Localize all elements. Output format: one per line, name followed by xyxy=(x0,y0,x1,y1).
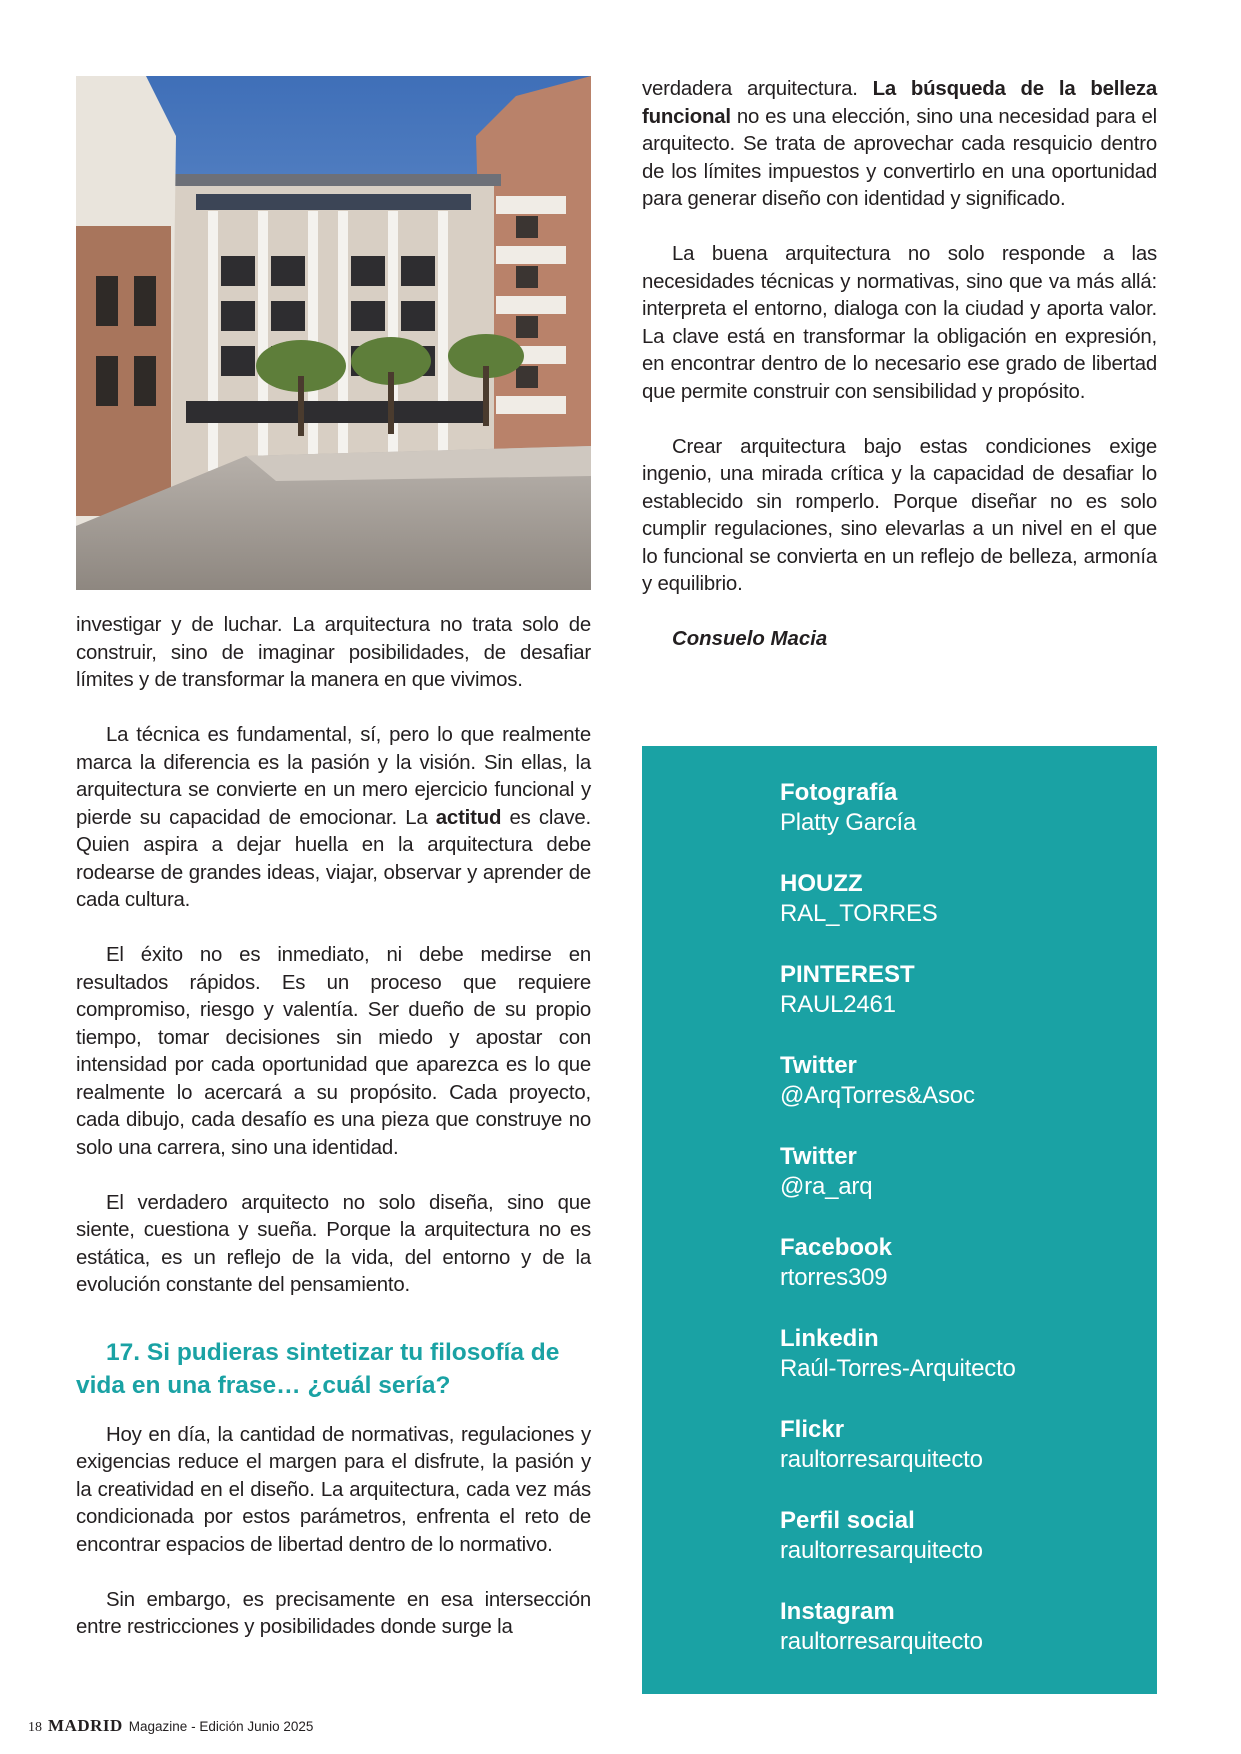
info-entry xyxy=(780,1506,1016,1597)
info-entry xyxy=(780,1324,1016,1415)
info-value: @ArqTorres&Asoc xyxy=(780,1082,975,1109)
left-article-text xyxy=(76,612,591,1642)
info-label: Instagram xyxy=(780,1598,895,1625)
info-value: Platty García xyxy=(780,809,917,836)
info-value: RAUL2461 xyxy=(780,991,896,1018)
info-label: Twitter xyxy=(780,1143,857,1170)
left-paragraph-3: El éxito no es inmediato, ni debe medirse en resultados rápidos. Es un proceso que requiere compromiso, riesgo y valentía. Ser dueño de su propio tiempo, tomar decisiones sin miedo y apostar con intensidad por cada oportunidad que aparezca es lo que realmente lo acercará a su propósito. Cada proyecto, cada dibujo, cada desafío es una pieza que construye no solo una carrera, sino una identidad. xyxy=(76,944,591,1159)
info-entry xyxy=(780,1597,1016,1688)
info-label: Facebook xyxy=(780,1234,893,1261)
info-label: Perfil social xyxy=(780,1507,915,1534)
right-paragraph-1-bold: La búsqueda de la belleza funcional xyxy=(642,78,1157,128)
info-entry xyxy=(780,960,1016,1051)
info-label: Fotografía xyxy=(780,779,898,806)
info-value: raultorresarquitecto xyxy=(780,1446,983,1473)
page-footer xyxy=(28,1716,313,1736)
building-illustration xyxy=(76,76,591,590)
right-paragraph-3: Crear arquitectura bajo estas condiciones exige ingenio, una mirada crítica y la capacidad de desafiar lo establecido sin romperlo. Porque diseñar no es solo cumplir regulaciones, sino elevarlas a un nivel en el que lo funcional se convierta en un reflejo de belleza, armonía y equilibrio. xyxy=(642,435,1157,595)
social-links-list xyxy=(780,778,1016,1688)
info-entry xyxy=(780,778,1016,869)
building-photo xyxy=(76,76,591,590)
info-value: rtorres309 xyxy=(780,1264,888,1291)
left-paragraph-4: El verdadero arquitecto no solo diseña, sino que siente, cuestiona y sueña. Porque la arquitectura no es estática, es un reflejo de la vida, del entorno y de la evolución constante del pensamiento. xyxy=(76,1191,591,1296)
info-entry xyxy=(780,1233,1016,1324)
info-entry xyxy=(780,869,1016,960)
question-heading: 17. Si pudieras sintetizar tu filosofía de vida en una frase… ¿cuál sería? xyxy=(76,1338,560,1399)
info-entry xyxy=(780,1415,1016,1506)
info-value: Raúl-Torres-Arquitecto xyxy=(780,1355,1016,1382)
right-paragraph-1 xyxy=(642,76,1157,214)
left-column xyxy=(76,76,591,1642)
left-paragraph-1: investigar y de luchar. La arquitectura no trata solo de construir, sino de imaginar posibilidades, de desafiar límites y de transformar la manera en que vivimos. xyxy=(76,614,591,691)
info-entry xyxy=(780,1051,1016,1142)
left-paragraph-2-bold: actitud xyxy=(435,806,502,829)
info-label: Twitter xyxy=(780,1052,857,1079)
right-paragraph-2: La buena arquitectura no solo responde a las necesidades técnicas y normativas, sino que va más allá: interpreta el entorno, dialoga con la ciudad y aporta valor. La clave está en transformar la obligación en expresión, en encontrar dentro de lo necesario ese grado de libertad que permite construir con sensibilidad y propósito. xyxy=(642,243,1157,403)
info-value: RAL_TORRES xyxy=(780,900,938,927)
left-paragraph-6: Sin embargo, es precisamente en esa intersección entre restricciones y posibilidades donde surge la xyxy=(76,1588,591,1638)
left-paragraph-2-text-a: La técnica es fundamental, sí, pero lo que realmente marca la diferencia es la pasión y la visión. Sin ellas, la arquitectura se convierte en un mero ejercicio funcional y pierde su capacidad de emocionar. La xyxy=(76,724,591,829)
left-paragraph-5: Hoy en día, la cantidad de normativas, regulaciones y exigencias reduce el margen para el disfrute, la pasión y la creatividad en el diseño. La arquitectura, cada vez más condicionada por estos parámetros, enfrenta el reto de encontrar espacios de libertad dentro de lo normativo. xyxy=(76,1423,591,1556)
info-label: HOUZZ xyxy=(780,870,863,897)
info-value: @ra_arq xyxy=(780,1173,873,1200)
info-value: raultorresarquitecto xyxy=(780,1537,983,1564)
magazine-brand: MADRID xyxy=(48,1716,123,1735)
left-paragraph-2-text-b: es clave. Quien aspira a dejar huella en la arquitectura debe rodearse de grandes ideas, viajar, observar y aprender de cada cultura. xyxy=(76,806,592,911)
info-entry xyxy=(780,1142,1016,1233)
info-value: raultorresarquitecto xyxy=(780,1628,983,1655)
edition-label: Magazine - Edición Junio 2025 xyxy=(128,1719,314,1734)
left-paragraph-2 xyxy=(76,722,591,915)
right-paragraph-1-text-a: verdadera arquitectura. xyxy=(642,78,873,100)
right-paragraph-1-text-b: no es una elección, sino una necesidad para el arquitecto. Se trata de aprovechar cada resquicio dentro de los límites impuestos y convertirlo en una oportunidad para generar diseño con identidad y significado. xyxy=(642,105,1157,210)
right-column xyxy=(642,76,1157,654)
info-label: Flickr xyxy=(780,1416,845,1443)
author-signature: Consuelo Macia xyxy=(672,628,828,650)
info-label: Linkedin xyxy=(780,1325,879,1352)
page-number: 18 xyxy=(28,1720,42,1735)
info-label: PINTEREST xyxy=(780,961,915,988)
social-links-box xyxy=(642,746,1157,1694)
